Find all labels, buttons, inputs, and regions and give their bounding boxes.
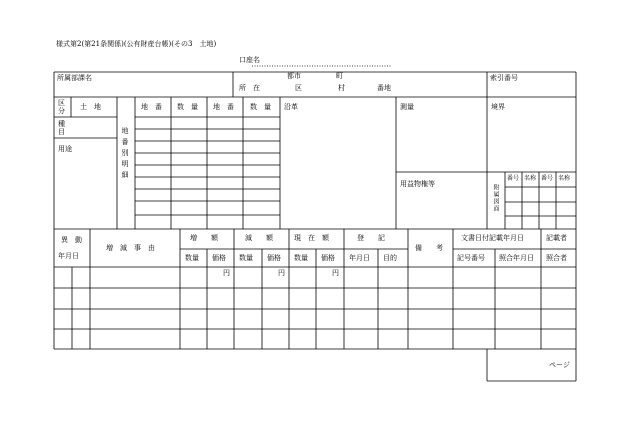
department-label: 所属部課名: [57, 74, 92, 82]
col-quantity-2: 数 量: [250, 103, 271, 111]
verifier-label: 照合者: [546, 254, 567, 262]
yen-unit-current: 円: [332, 269, 339, 277]
current-price: 価格: [321, 254, 335, 262]
fz-number-2: 番号: [541, 175, 554, 182]
boundary-label: 境界: [491, 103, 505, 111]
col-lot-number-2: 地 番: [213, 103, 234, 111]
land-label: 土 地: [80, 103, 101, 111]
registration-purpose: 目的: [383, 254, 397, 262]
page-label: ページ: [549, 361, 570, 369]
yen-unit-decrease: 円: [278, 269, 285, 277]
code-number-label: 記号番号: [457, 254, 485, 262]
fz-name-2: 名称: [558, 175, 571, 182]
type-label-2: 目: [58, 128, 65, 136]
attached-drawings-label: 附属図面: [492, 184, 499, 212]
usage-label: 用途: [58, 145, 72, 153]
change-date-label: 年月日: [58, 252, 79, 260]
increase-price: 価格: [212, 254, 226, 262]
usufruct-label: 用益物権等: [400, 180, 435, 188]
current-quantity: 数量: [294, 254, 308, 262]
change-label: 異 動: [61, 236, 82, 244]
location-label: 所 在: [239, 84, 260, 92]
col-quantity-1: 数 量: [177, 103, 198, 111]
verification-date-label: 照合年月日: [499, 254, 534, 262]
registration-label: 登 記: [357, 234, 385, 242]
account-name-label: 口座名: [239, 56, 260, 64]
fz-name-1: 名称: [524, 175, 537, 182]
lot-detail-label: 地番別明細: [121, 127, 129, 182]
increase-quantity: 数量: [185, 254, 199, 262]
city-label: 都市: [287, 72, 301, 80]
village-label: 村: [338, 84, 345, 92]
decrease-label: 減 額: [245, 234, 273, 242]
decrease-price: 価格: [267, 254, 281, 262]
index-number-label: 索引番号: [490, 74, 518, 82]
remarks-label: 備 考: [415, 244, 443, 252]
ward-label: 区: [295, 84, 302, 92]
document-date-label: 文書日付記載年月日: [461, 234, 524, 242]
registration-date: 年月日: [349, 254, 370, 262]
category-label-2: 分: [58, 107, 65, 115]
decrease-quantity: 数量: [239, 254, 253, 262]
fz-number-1: 番号: [507, 175, 520, 182]
recorder-label: 記載者: [546, 234, 567, 242]
form-title: 様式第2(第21条関係)(公有財産台帳)(その3 土地): [56, 40, 217, 48]
current-amount-label: 現 在 額: [294, 234, 329, 242]
history-label: 沿革: [284, 103, 298, 111]
type-label-1: 種: [58, 120, 65, 128]
survey-label: 測量: [400, 103, 414, 111]
yen-unit-increase: 円: [223, 269, 230, 277]
col-lot-number-1: 地 番: [141, 103, 162, 111]
increase-label: 増 額: [190, 234, 218, 242]
town-label: 町: [336, 72, 343, 80]
category-label-1: 区: [58, 99, 65, 107]
change-reason-label: 増 減 事 由: [106, 244, 155, 252]
lot-number-label: 番地: [377, 84, 391, 92]
